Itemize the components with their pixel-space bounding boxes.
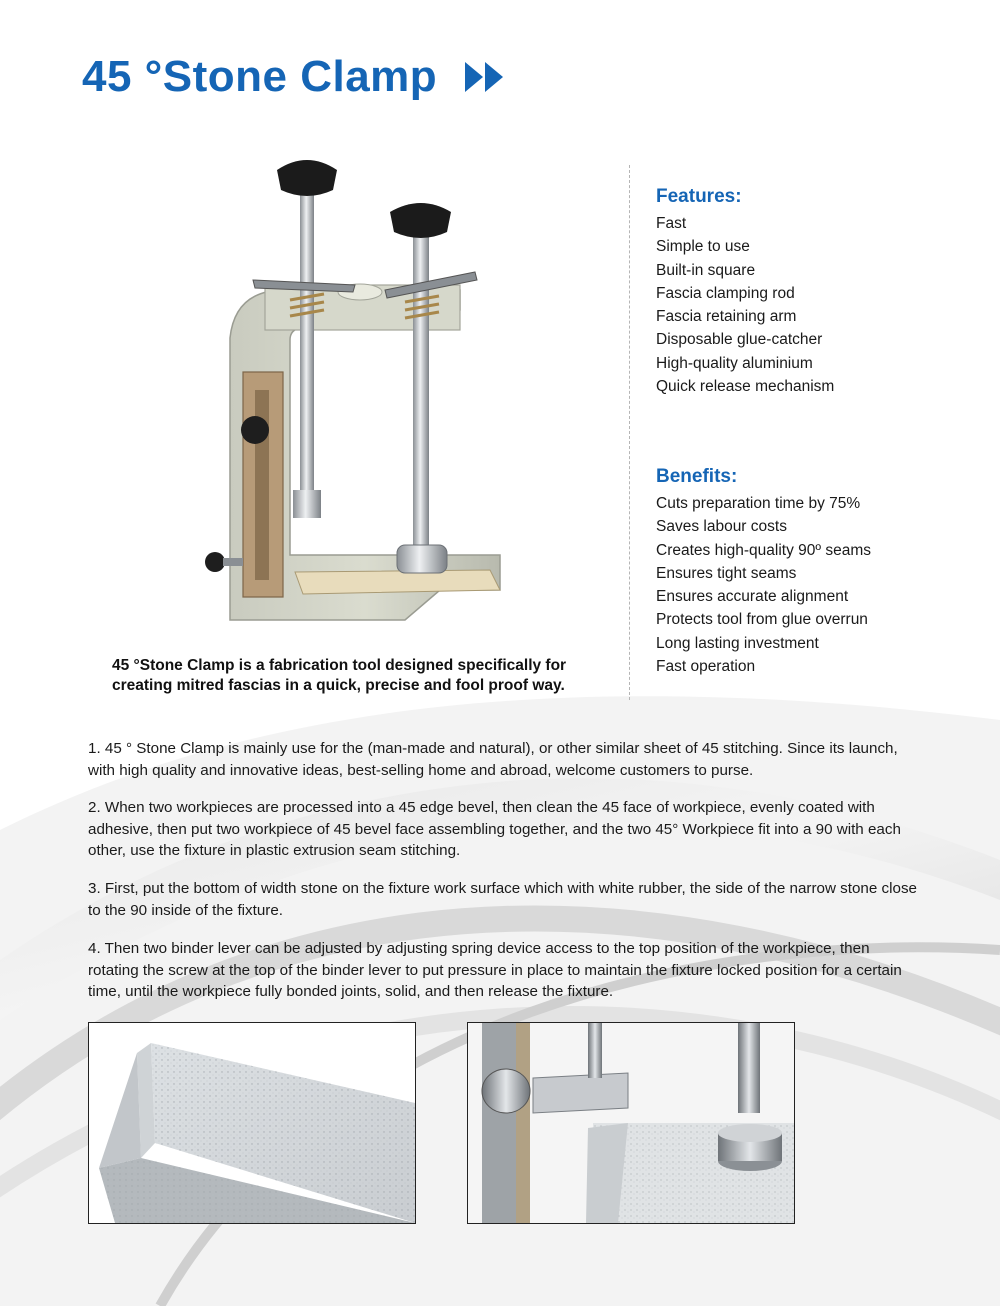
- page-title: [82, 52, 507, 102]
- feature-item: High-quality aluminium: [656, 354, 813, 372]
- instruction-paragraph-2: [88, 797, 918, 862]
- feature-item: Fast: [656, 215, 687, 232]
- feature-item: Quick release mechanism: [656, 378, 835, 396]
- benefits-heading: Benefits:: [656, 466, 738, 487]
- instruction-paragraph-3: [88, 878, 918, 921]
- instruction-paragraph-4: [88, 938, 918, 1003]
- caption-line: creating mitred fascias in a quick, precise and fool proof way.: [112, 677, 565, 694]
- paragraph-text: 3. First, put the bottom of width stone on the fixture work surface which with white rubber, the side of the narrow stone close to the 90 inside of the fixture.: [88, 880, 917, 919]
- features-section: [656, 184, 976, 398]
- feature-item: Built-in square: [656, 261, 756, 279]
- stone-clamp-photo: [185, 150, 515, 655]
- feature-item: Fascia clamping rod: [656, 284, 795, 302]
- benefit-item: Ensures tight seams: [656, 564, 797, 582]
- benefit-item: Fast operation: [656, 658, 756, 676]
- benefit-item: Saves labour costs: [656, 518, 787, 536]
- feature-item: Simple to use: [656, 238, 750, 256]
- column-divider: [629, 165, 630, 700]
- benefit-item: Cuts preparation time by 75%: [656, 495, 861, 512]
- paragraph-text: 2. When two workpieces are processed into a 45 edge bevel, then clean the 45 face of workpiece, evenly coated with adhesive, then put two workpiece of 45 bevel face assembling together, and the two 45° Workpiece fit into a 90 with each other, use the fixture in plastic extrusion seam stitching.: [88, 799, 901, 859]
- benefits-section: [656, 464, 976, 678]
- benefit-item: Long lasting investment: [656, 634, 819, 652]
- caption-line: 45 °Stone Clamp is a fabrication tool designed specifically for: [112, 657, 567, 674]
- benefits-list: [656, 492, 976, 678]
- feature-item: Disposable glue-catcher: [656, 331, 823, 349]
- benefit-item: Protects tool from glue overrun: [656, 611, 868, 629]
- paragraph-text: 4. Then two binder lever can be adjusted by adjusting spring device access to the top position of the workpiece, then rotating the screw at the top of the binder lever to put pressure in place to maintain the fixture locked position for a certain time, until the workpiece fully bonded joints, solid, and then release the fixture.: [88, 940, 902, 1000]
- features-heading: Features:: [656, 186, 742, 207]
- mitred-stone-edge-photo: [88, 1022, 416, 1224]
- clamp-in-use-photo: [467, 1022, 795, 1224]
- benefit-item: Ensures accurate alignment: [656, 588, 849, 606]
- page-title-text: 45 °Stone Clamp: [82, 52, 438, 101]
- feature-item: Fascia retaining arm: [656, 308, 797, 326]
- double-right-arrow-icon: [463, 60, 507, 94]
- instruction-paragraph-1: [88, 738, 918, 781]
- paragraph-text: 1. 45 ° Stone Clamp is mainly use for the (man-made and natural), or other similar sheet of 45 stitching. Since its launch, with high quality and innovative ideas, best-selling home and abroad, welcome customers to purse.: [88, 740, 898, 779]
- features-list: [656, 212, 976, 398]
- hero-caption: [112, 656, 622, 696]
- benefit-item: Creates high-quality 90º seams: [656, 541, 872, 559]
